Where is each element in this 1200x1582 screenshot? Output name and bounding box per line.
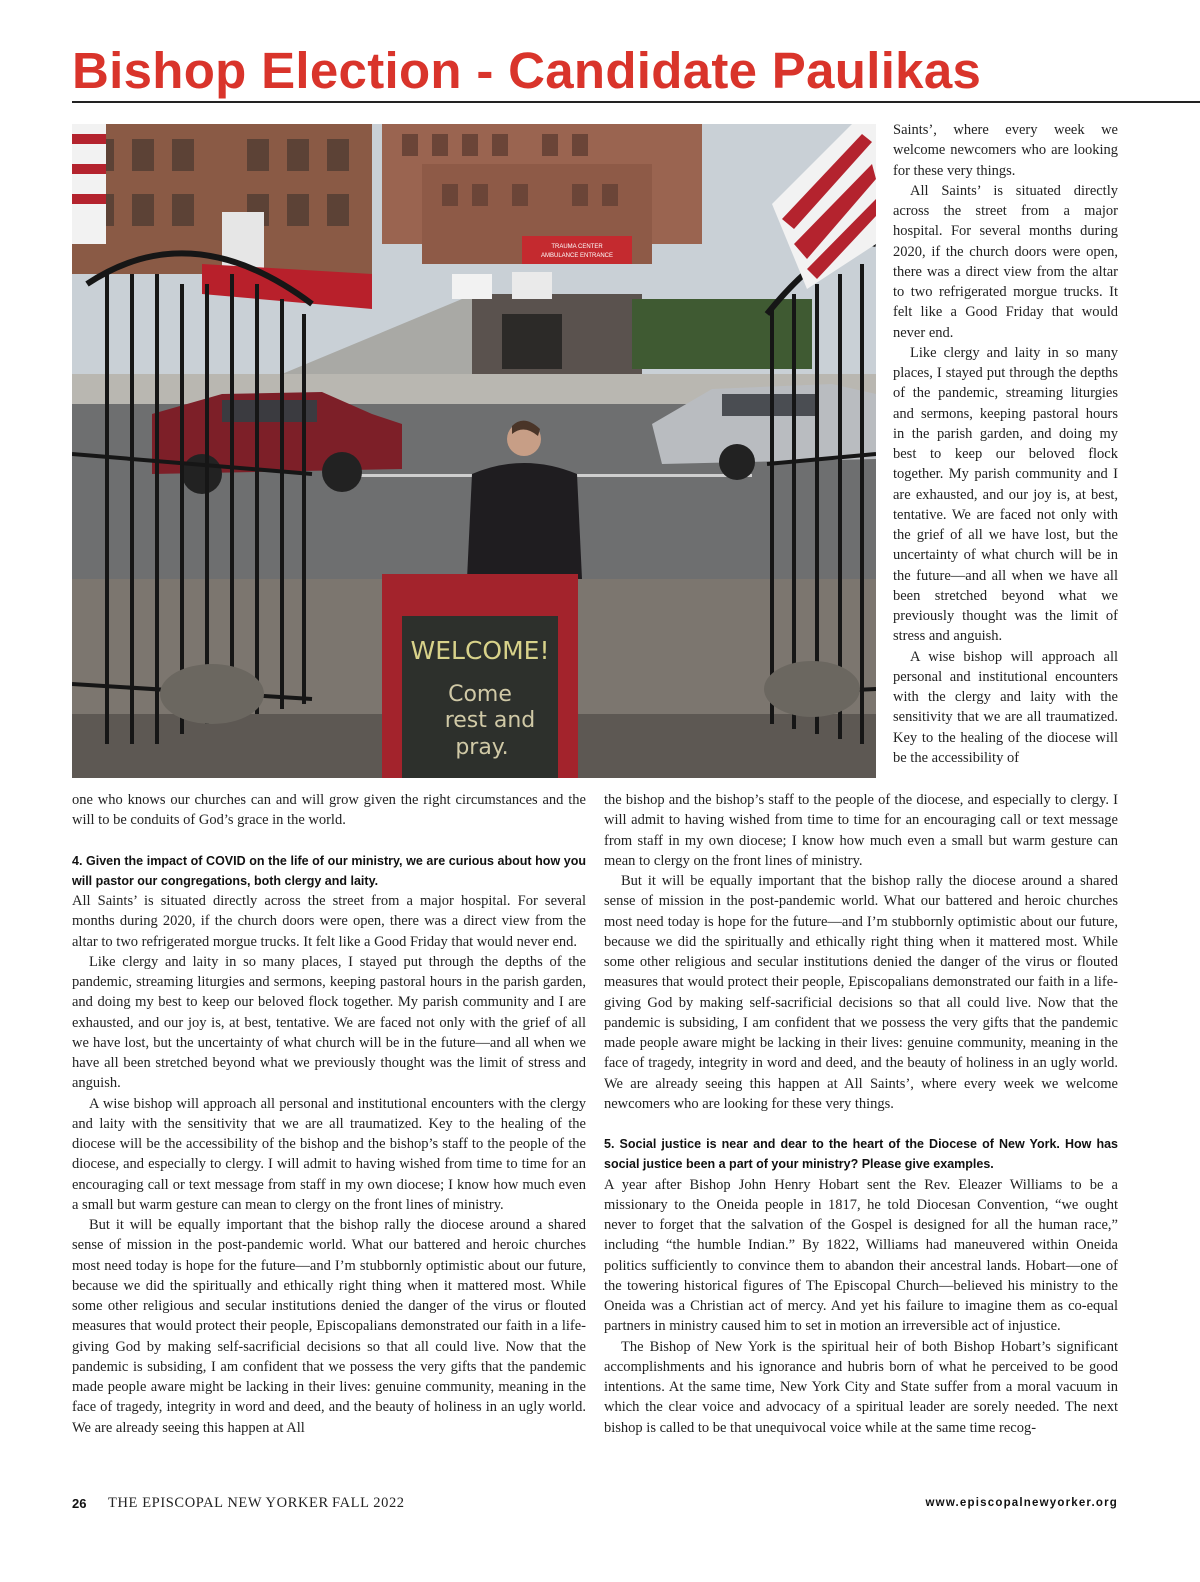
side-paragraph-4: A wise bishop will approach all personal and institutional encounters with the clergy and laity with the sensitivity that we are all traumatized. Key to the healing of the diocese will be the accessibility of [893,648,1118,766]
side-paragraph-2: All Saints’ is situated directly across the street from a major hospital. For several months during 2020, if the church doors were open, there was a direct view from the altar to two refrigerated morgue trucks. It felt like a Good Friday that would never end. [893,182,1118,341]
page-footer [72,1494,1118,1518]
sign-pray-text: pray. [455,735,509,760]
left-column [72,790,586,1438]
answer-4-paragraph-3: A wise bishop will approach all personal and institutional encounters with the clergy and laity with the sensitivity that we are all traumatized. Key to the healing of the diocese will be the accessibility of the bishop and the bishop’s staff to the people of the diocese, and especially to clergy. I will admit to having wished from time to time for an encouraging call or text message from staff in my own diocese; I know how much even a small but warm gesture can mean to clergy on the front lines of ministry. [72,1095,586,1213]
right-paragraph-2: But it will be equally important that the bishop rally the diocese around a shared sense of mission in the post-pandemic world. What our battered and heroic churches most need today is hope for the future—and I’m stubbornly optimistic about our future, because we did the spiritually and ethically right thing when it mattered most. While some other religious and secular institutions denied the danger of the virus or flouted measures that would protect their people, Episcopalians demonstrated our faith in a life-giving God by making self-sacrificial decisions so that all could live. Now that the pandemic is subsiding, I am confident that we possess the very gifts that the pandemic made people aware might be lacking in their lives: genuine community, meaning in the face of tragedy, integrity in word and deed, and the beauty of holiness in an ugly world. We are already seeing this happen at All Saints’, where every week we welcome newcomers who are looking for these very things. [604,873,1118,1112]
page-number: 26 [72,1496,87,1511]
question-5-heading: 5. Social justice is near and dear to the heart of the Diocese of New York. How has social justice been a part of your ministry? Please give examples. [604,1137,1118,1172]
left-lead-paragraph: one who knows our churches can and will grow given the right circumstances and the will to be conduits of God’s grace in the world. [72,792,586,829]
sign-come-text: Come [448,682,512,707]
answer-4-paragraph-2: Like clergy and laity in so many places, I stayed put through the depths of the pandemic, streaming liturgies and sermons, keeping pastoral hours in the parish garden, and doing my best to keep our beloved flock together. My parish community and I are exhausted, and our joy is, at best, tentative. We are faced not only with the grief of all we have lost, but the uncertainty of what church will be in the future—and all when we have all been stretched beyond what we previously thought was the limit of stress and anguish. [72,953,586,1092]
website-url[interactable]: www.episcopalnewyorker.org [925,1497,1118,1509]
welcome-sign [382,574,578,778]
answer-4-paragraph-1: All Saints’ is situated directly across the street from a major hospital. For several months during 2020, if the church doors were open, there was a direct view from the altar to two refrigerated morgue trucks. It felt like a Good Friday that would never end. [72,893,586,950]
right-lead-paragraph: the bishop and the bishop’s staff to the people of the diocese, and especially to clergy. I will admit to having wished from time to time for an encouraging call or text message from staff in my own diocese; I know how much even a small but warm gesture can mean to clergy on the front lines of ministry. [604,792,1118,869]
answer-5-paragraph-1: A year after Bishop John Henry Hobart sent the Rev. Eleazer Williams to be a missionary to the Oneida people in 1817, he told Diocesan Convention, “we ought never to forget that the salvation of the Gospel is designed for all the human race,” including “the humble Indian.” By 1822, Williams had maneuvered within Oneida politics sufficiently to convince them to abandon their ancestral lands. Hobart—one of the towering historical figures of The Episcopal Church—believed his ministry to the Oneida was a Christian act of mercy. And yet his failure to imagine them as co-equal partners in ministry caused him to set in motion an irreversible act of injustice. [604,1176,1118,1335]
publication-name: THE EPISCOPAL NEW YORKER [108,1495,329,1511]
ambulance-entrance-sign: AMBULANCE ENTRANCE [540,253,614,259]
side-paragraph-1: Saints’, where every week we welcome newcomers who are looking for these very things. [893,122,1118,179]
sign-rest-text: rest and [444,708,536,733]
hedge [632,299,812,369]
right-column [604,790,1118,1438]
sign-welcome-text: WELCOME! [410,636,550,665]
flag-left [72,124,106,244]
question-4-heading: 4. Given the impact of COVID on the life of our ministry, we are curious about how you will pastor our congregations, both clergy and laity. [72,853,586,888]
trauma-center-awning [522,236,632,264]
page-headline: Bishop Election - Candidate Paulikas [72,42,982,99]
answer-4-paragraph-4: But it will be equally important that the bishop rally the diocese around a shared sense of mission in the post-pandemic world. What our battered and heroic churches most need today is hope for the future—and I’m stubbornly optimistic about our future, because we did the spiritually and ethically right thing when it mattered most. While some other religious and secular institutions denied the danger of the virus or flouted measures that would protect their people, Episcopalians demonstrated our faith in a life-giving God by making self-sacrificial decisions so that all could live. Now that the pandemic is subsiding, I am confident that we possess the very gifts that the pandemic made people aware might be lacking in their lives: genuine community, meaning in the face of tragedy, integrity in word and deed, and the beauty of holiness in an ugly world. We are already seeing this happen at All [72,1217,586,1436]
trauma-center-sign: TRAUMA CENTER [551,244,603,250]
side-paragraph-3: Like clergy and laity in so many places, I stayed put through the depths of the pandemic, streaming liturgies and sermons, keeping pastoral hours in the parish garden, and doing my best to keep our beloved flock together. My parish community and I are exhausted, and our joy is, at best, tentative. We are faced not only with the grief of all we have lost, but the uncertainty of what church will be in the future—and all when we have all been stretched beyond what we previously thought was the limit of stress and anguish. [893,344,1118,645]
headline-rule [72,101,1200,103]
church-gate-photo [72,124,876,778]
answer-5-paragraph-2: The Bishop of New York is the spiritual heir of both Bishop Hobart’s significant accomplishments and his ignorance and hubris born of what he perceived to be good intentions. At the same time, New York City and State suffer from a moral vacuum in which the clear voice and advocacy of a spiritual leader are sorely needed. The next bishop is called to be that unequivocal voice while at the same time recog- [604,1338,1118,1436]
side-column [893,120,1118,768]
issue-date: FALL 2022 [332,1495,405,1511]
